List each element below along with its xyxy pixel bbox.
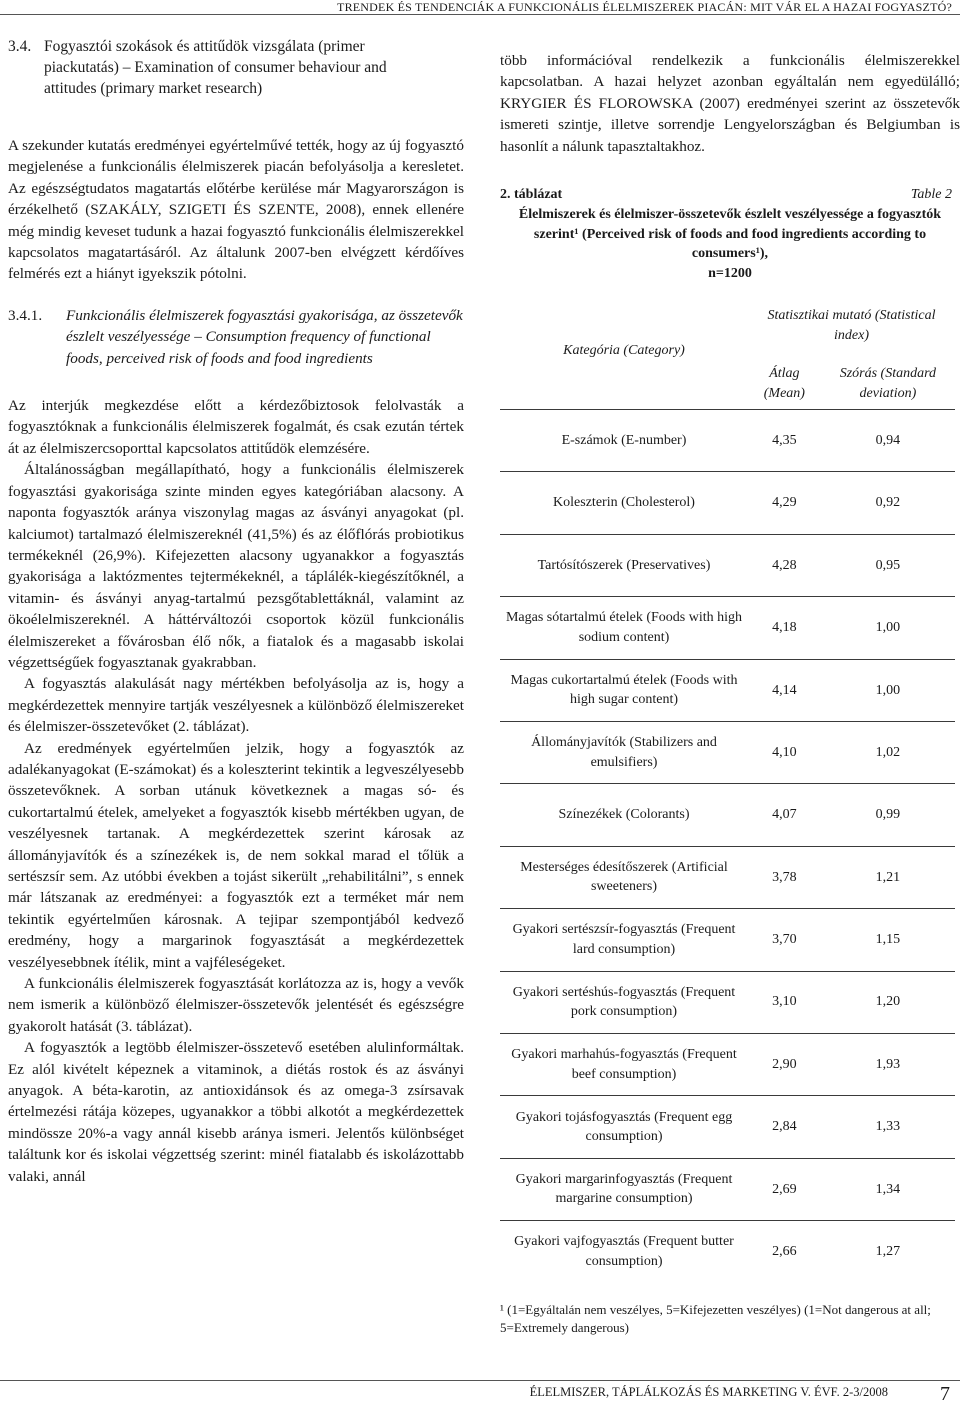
section-number: 3.4. [8,38,32,55]
category-cell: Magas cukortartalmú ételek (Foods with high sugar content) [500,659,748,721]
table-row [500,909,955,971]
table-row [500,659,955,721]
category-cell: Gyakori sertészsír-fogyasztás (Frequent lard consumption) [500,909,748,971]
table-label-hu: 2. táblázat [500,187,563,203]
category-cell: Gyakori marhahús-fogyasztás (Frequent beef consumption) [500,1033,748,1095]
category-cell: Színezékek (Colorants) [500,784,748,846]
table-row [500,1158,955,1220]
mean-cell: 4,18 [748,597,821,659]
column-header-sd: Szórás (Standard deviation) [839,366,937,402]
section-heading [8,36,464,99]
mean-cell: 4,35 [748,410,821,472]
mean-cell: 4,14 [748,659,821,721]
left-column [8,36,464,1187]
running-title: TRENDEK ÉS TENDENCIÁK A FUNKCIONÁLIS ÉLELMISZEREK PIACÁN: MIT VÁR EL A HAZAI FOGYASZTÓ? [337,0,952,14]
table-sample-size: n=1200 [708,265,752,281]
table-row [500,784,955,846]
category-cell: Gyakori margarinfogyasztás (Frequent margarine consumption) [500,1158,748,1220]
sd-cell: 1,33 [821,1096,955,1158]
section-title-line-2: piackutatás) – Examination of consumer behaviour and [44,59,387,76]
mean-cell: 3,78 [748,846,821,908]
sd-cell: 1,15 [821,909,955,971]
table-label-en: Table 2 [910,187,952,203]
subsection-heading [8,305,464,369]
section-title-line-3: attitudes (primary market research) [44,80,263,97]
sd-cell: 1,93 [821,1033,955,1095]
table-row [500,534,955,596]
subsection-title: Funkcionális élelmiszerek fogyasztási gyakorisága, az összetevők észlelt veszélyessége – Consumption frequency of functional foods, perceived risk of foods and food ingredients [66,306,463,367]
column-header-category: Kategória (Category) [563,343,685,359]
category-cell: Magas sótartalmú ételek (Foods with high sodium content) [500,597,748,659]
sd-cell: 1,27 [821,1221,955,1283]
sd-cell: 1,00 [821,659,955,721]
mean-cell: 3,10 [748,971,821,1033]
subsection-number: 3.4.1. [8,306,43,324]
mean-cell: 2,69 [748,1158,821,1220]
category-cell: Állományjavítók (Stabilizers and emulsifiers) [500,721,748,783]
category-cell: E-számok (E-number) [500,410,748,472]
paragraph-frequency: Általánosságban megállapítható, hogy a funkcionális élelmiszerek fogyasztási gyakorisága szinte minden egyes kategóriában alacsony. A naponta fogyasztók aránya viszonylag magas az ásványi anyagokat (pl. kalciumot) tartalmazó élelmiszereknél (41,5%) és az élőflórás probiotikus termékeknél (26,9%). Kifejezetten alacsony ugyanakkor a fogyasztás gyakorisága a laktózmentes tejtermékeknél, a táplálék-kiegészítőknél, a vitamin- és ásványi anyag-tartalmú pezsgőtablettáknál, valamint az ökoélelmiszereknél. A háttérváltozói csoportok közül funkcionális élelmiszereket a fővárosban élő nők, a fiatalok és a magasabb iskolai végzettségűek fogyasztanak gyakrabban. [8,461,464,671]
table-title: Élelmiszerek és élelmiszer-összetevők észlelt veszélyessége a fogyasztók szerint¹ (Perceived risk of foods and food ingredients according to consumers¹), [518,207,942,262]
category-cell: Gyakori tojásfogyasztás (Frequent egg consumption) [500,1096,748,1158]
mean-cell: 3,70 [748,909,821,971]
mean-cell: 4,10 [748,721,821,783]
sd-cell: 0,92 [821,472,955,534]
mean-cell: 2,66 [748,1221,821,1283]
table-row [500,472,955,534]
right-column [500,50,960,1337]
running-header [0,0,960,15]
table-footnote: ¹ (1=Egyáltalán nem veszélyes, 5=Kifejezetten veszélyes) (1=Not dangerous at all; 5=Extremely dangerous) [500,1301,931,1335]
risk-table [500,293,955,1282]
journal-name: ÉLELMISZER, TÁPLÁLKOZÁS ÉS MARKETING V. ÉVF. 2-3/2008 [529,1385,888,1399]
category-cell: Tartósítószerek (Preservatives) [500,534,748,596]
table-row [500,721,955,783]
paragraph-information: A fogyasztók a legtöbb élelmiszer-összetevő esetében alulinformáltak. Ez alól kivételt képeznek a vitaminok, a diétás rostok és az ásványi anyagok. A béta-karotin, az antioxidánsok és az omega-3 zsírsavak értelmezési rátája közepes, ugyanakkor a többi alkotót a megkérdezettek mindössze 20%-a vagy annál kisebb aránya ismeri. Jelentős különbséget találtunk kor és iskolai végzettség szerint: minél fiatalabb és iskolázottabb valaki, annál [8,1039,464,1185]
table-row [500,1033,955,1095]
table-row [500,971,955,1033]
sd-cell: 0,99 [821,784,955,846]
table-row [500,846,955,908]
table-label [500,187,960,203]
table-row [500,410,955,472]
mean-cell: 4,28 [748,534,821,596]
page-number: 7 [940,1383,950,1405]
mean-cell: 2,84 [748,1096,821,1158]
table-row [500,1096,955,1158]
mean-cell: 4,07 [748,784,821,846]
paragraph-risk: A fogyasztás alakulását nagy mértékben befolyásolja az is, hogy a megkérdezettek mennyire tartják veszélyesnek a különböző élelmiszereket és élelmiszer-összetevőket (2. táblázat). [8,675,464,736]
mean-cell: 2,90 [748,1033,821,1095]
page-footer [0,1380,960,1410]
paragraph-intro: A szekunder kutatás eredményei egyértelművé tették, hogy az új fogyasztó megjelenése a funkcionális élelmiszerek piacán befolyásolja a keresletet. Az egészségtudatos magatartás előtérbe kerülése már Magyarországon is érzékelhető (SZAKÁLY, SZIGETI ÉS SZENTE, 2008), ennek ellenére még mindig keveset tudunk a hazai fogyasztó funkcionális élelmiszerekkel kapcsolatos magatartásáról. Az általunk 2007-ben elvégzett kérdőíves felmérés ezt a hiányt igyekszik pótolni. [8,137,464,283]
paragraph-interviews: Az interjúk megkezdése előtt a kérdezőbiztosok felolvasták a fogyasztóknak a funkcionális élelmiszerek fogalmát, és csak ezután tértek át az élelmiszercsoporttal kapcsolatos attitűdök elemzésére. [8,397,464,457]
category-cell: Koleszterin (Cholesterol) [500,472,748,534]
section-title-line-1: Fogyasztói szokások és attitűdök vizsgálata (primer [44,38,365,55]
paragraph-knowledge: A funkcionális élelmiszerek fogyasztását korlátozza az is, hogy a vevők nem ismerik a különböző élelmiszer-összetevők jelentését és egészségre gyakorolt hatását (3. táblázat). [8,975,464,1035]
sd-cell: 1,02 [821,721,955,783]
sd-cell: 0,95 [821,534,955,596]
category-cell: Gyakori sertéshús-fogyasztás (Frequent pork consumption) [500,971,748,1033]
category-cell: Mesterséges édesítőszerek (Artificial sweeteners) [500,846,748,908]
table-row [500,597,955,659]
table-row [500,1221,955,1283]
sd-cell: 0,94 [821,410,955,472]
category-cell: Gyakori vajfogyasztás (Frequent butter consumption) [500,1221,748,1283]
sd-cell: 1,20 [821,971,955,1033]
paragraph-continuation: több információval rendelkezik a funkcionális élelmiszerekkel kapcsolatban. A hazai helyzet azonban egyáltalán nem egyedülálló; KRYGIER ÉS FLOROWSKA (2007) eredményei szerint az összetevők ismereti szintje, illetve sorrendje Lengyelországban és Belgiumban is hasonlít a nálunk tapasztaltakhoz. [500,52,960,155]
sd-cell: 1,34 [821,1158,955,1220]
sd-cell: 1,21 [821,846,955,908]
column-header-stat: Statisztikai mutató (Statistical index) [767,308,936,344]
paragraph-results: Az eredmények egyértelműen jelzik, hogy a fogyasztók az adalékanyagokat (E-számokat) és a koleszterint tekintik a legveszélyesebb összetevőknek. A sorban utánuk következnek a magas só- és cukortartalmú ételek, amelyeket a fogyasztók kisebb mértékben ugyan, de veszélyesnek tartanak. A megkérdezettek szerint károsak az állományjavítók és a színezékek is, de nem sokkal marad el tőlük a sertészsír sem. Az utóbbi években a tojást sikerült „rehabilitálni”, s ennek már látszanak az eredményei: a fogyasztók ezt a terméket már nem tekintik egyértelműen károsnak. A tejipar szempontjából kedvező eredmény, hogy a margarinok fogyasztását a megkérdezettek veszélyesebbnek ítélik, mint a vajféleségeket. [8,739,464,971]
sd-cell: 1,00 [821,597,955,659]
column-header-mean: Átlag (Mean) [763,366,805,402]
mean-cell: 4,29 [748,472,821,534]
